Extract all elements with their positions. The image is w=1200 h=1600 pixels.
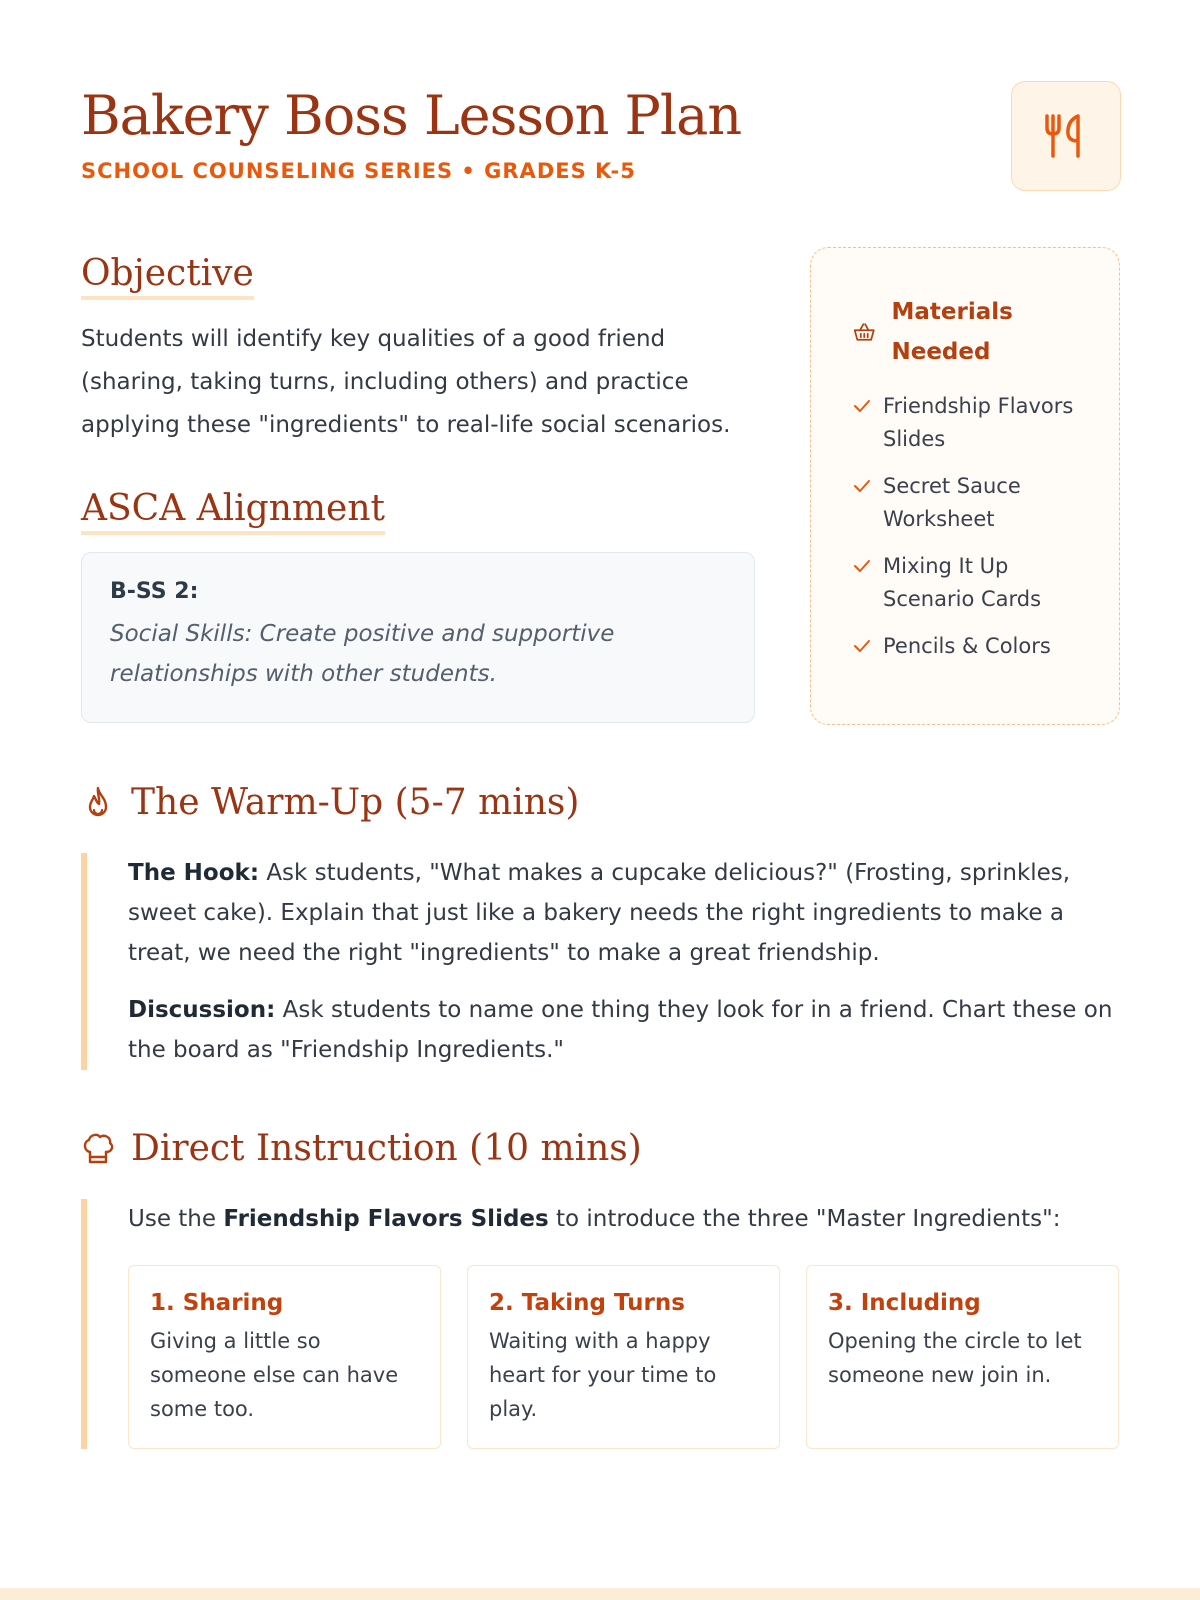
materials-list <box>853 390 1089 663</box>
card-title: 2. Taking Turns <box>489 1290 685 1316</box>
basket-icon <box>853 320 875 344</box>
material-label: Friendship Flavors Slides <box>883 394 1074 451</box>
card-title: 1. Sharing <box>150 1290 284 1316</box>
page-header <box>81 84 1121 183</box>
page-title: Bakery Boss Lesson Plan <box>81 84 742 147</box>
flame-icon <box>81 785 115 821</box>
objective-text: Students will identify key qualities of a good friend (sharing, taking turns, including others) and practice applying these "ingredients" to real-life social scenarios. <box>81 326 731 438</box>
intro-bold: Friendship Flavors Slides <box>223 1206 549 1232</box>
material-label: Secret Sauce Worksheet <box>883 474 1021 531</box>
instruction-body <box>81 1199 1121 1449</box>
material-item <box>853 390 1089 456</box>
intro-post: to introduce the three "Master Ingredients": <box>548 1206 1061 1232</box>
instruction-header <box>81 1128 1121 1169</box>
instruction-intro <box>128 1199 1121 1239</box>
warmup-heading: The Warm-Up (5-7 mins) <box>131 782 580 823</box>
instruction-section <box>81 1128 1121 1449</box>
hook-label: The Hook: <box>128 860 260 886</box>
intro-pre: Use the <box>128 1206 224 1232</box>
asca-heading: ASCA Alignment <box>81 488 385 535</box>
warmup-header <box>81 782 1121 823</box>
discussion-text: Ask students to name one thing they look for in a friend. Chart these on the board as "Friendship Ingredients." <box>128 997 1113 1063</box>
logo-badge <box>1011 81 1121 191</box>
page-subtitle: SCHOOL COUNSELING SERIES • GRADES K-5 <box>81 159 636 183</box>
instruction-heading: Direct Instruction (10 mins) <box>131 1128 642 1169</box>
check-icon <box>853 638 871 654</box>
card-text: Waiting with a happy heart for your time to play. <box>489 1329 717 1421</box>
material-label: Pencils & Colors <box>883 634 1051 658</box>
ingredient-card-including <box>806 1265 1119 1449</box>
hook-paragraph <box>128 853 1121 973</box>
ingredient-card-taking-turns <box>467 1265 780 1449</box>
materials-title: Materials Needed <box>891 299 1013 365</box>
discussion-label: Discussion: <box>128 997 276 1023</box>
check-icon <box>853 558 871 574</box>
check-icon <box>853 398 871 414</box>
ingredient-card-sharing <box>128 1265 441 1449</box>
warmup-body <box>81 853 1121 1070</box>
asca-description: Social Skills: Create positive and supportive relationships with other students. <box>110 621 615 687</box>
asca-section <box>81 488 755 723</box>
asca-code: B-SS 2: <box>110 579 199 604</box>
material-item <box>853 550 1089 616</box>
check-icon <box>853 478 871 494</box>
materials-header <box>853 292 1089 372</box>
card-text: Giving a little so someone else can have some too. <box>150 1329 399 1421</box>
asca-standard-box <box>81 552 755 723</box>
hook-text: Ask students, "What makes a cupcake delicious?" (Frosting, sprinkles, sweet cake). Explain that just like a bakery needs the right ingredients to make a treat, we need the right "ingredients" to make a great friendship. <box>128 860 1071 966</box>
objective-section <box>81 253 761 447</box>
ingredient-cards <box>128 1265 1121 1449</box>
chef-hat-icon <box>81 1132 115 1166</box>
footer-bar <box>0 1588 1200 1600</box>
material-item <box>853 630 1089 663</box>
objective-heading: Objective <box>81 253 254 300</box>
utensils-icon <box>1040 110 1092 162</box>
discussion-paragraph <box>128 990 1121 1070</box>
card-text: Opening the circle to let someone new join in. <box>828 1329 1082 1387</box>
card-title: 3. Including <box>828 1290 981 1316</box>
material-item <box>853 470 1089 536</box>
material-label: Mixing It Up Scenario Cards <box>883 554 1042 611</box>
materials-panel <box>810 247 1120 725</box>
warmup-section <box>81 782 1121 1070</box>
